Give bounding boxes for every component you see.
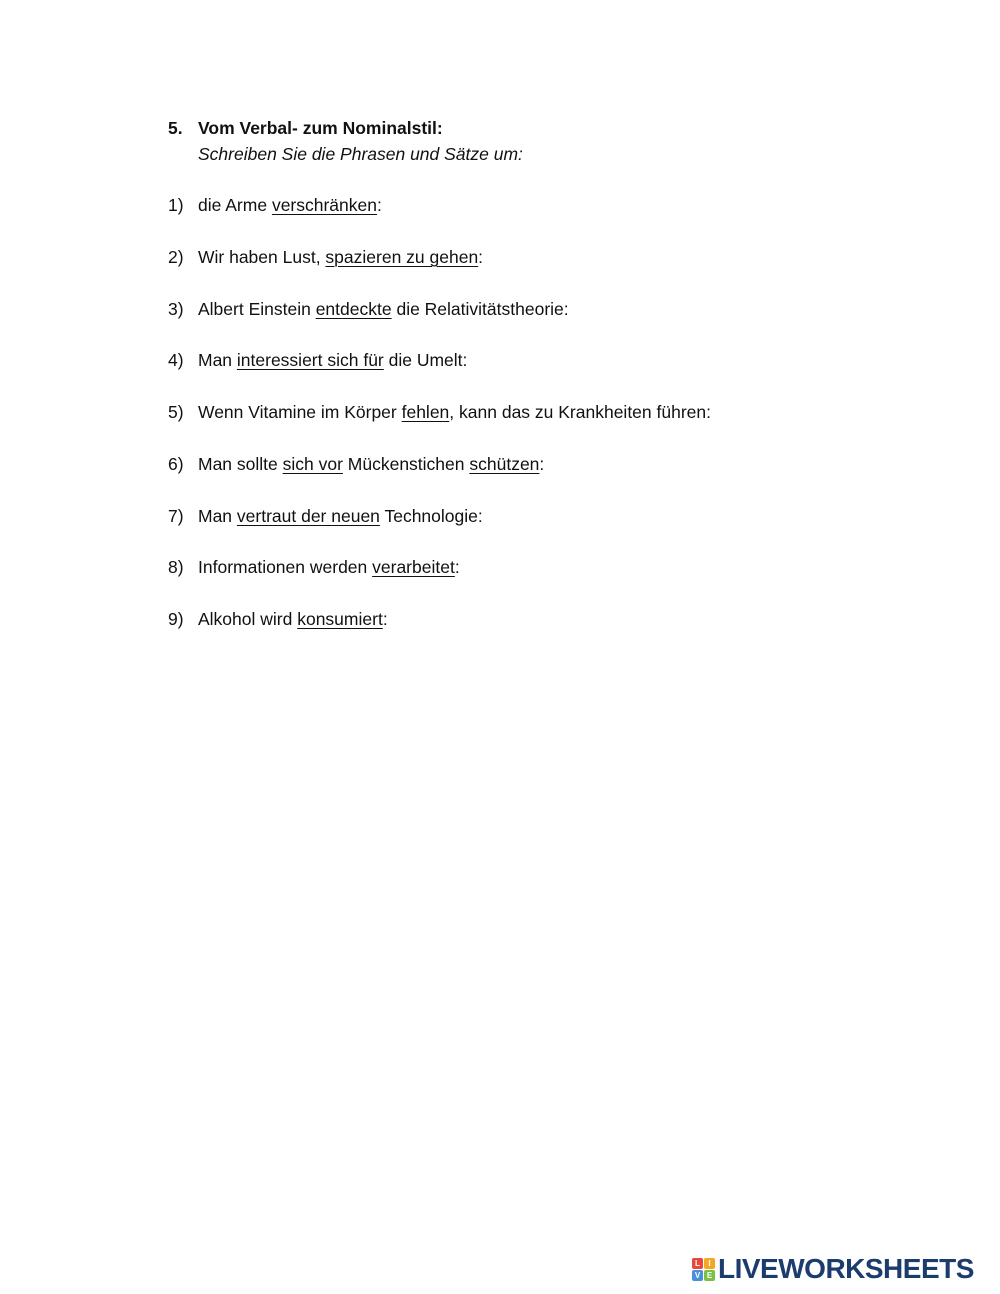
item-number: 4) [168, 350, 184, 370]
item-text-segment: Albert Einstein [198, 299, 316, 319]
item-text [198, 401, 711, 423]
item-text-segment: die Umelt: [383, 350, 468, 370]
item-text-segment: : [382, 609, 388, 629]
item-text-segment: Informationen werden [198, 557, 373, 577]
liveworksheets-logo-icon [692, 1258, 715, 1281]
item-text-segment: Man [198, 350, 237, 370]
logo-tile: E [704, 1270, 715, 1281]
item-number: 2) [168, 247, 184, 267]
item-number: 5) [168, 402, 184, 422]
underlined-phrase: konsumiert [297, 609, 383, 629]
exercise-title: Vom Verbal- zum Nominalstil: [198, 118, 443, 138]
exercise-number: 5. [168, 118, 183, 138]
item-text [198, 556, 460, 578]
item-number: 1) [168, 195, 184, 215]
item-text [198, 298, 569, 320]
logo-tile: L [692, 1258, 703, 1269]
underlined-phrase: verarbeitet [372, 557, 455, 577]
item-text-segment: : [454, 557, 460, 577]
logo-tile: I [704, 1258, 715, 1269]
underlined-phrase: interessiert sich für [236, 350, 384, 370]
item-text [198, 505, 483, 527]
item-text [198, 194, 382, 216]
item-text-segment: die Relativitätstheorie: [391, 299, 569, 319]
underlined-phrase: verschränken [271, 195, 377, 215]
underlined-phrase: entdeckte [315, 299, 392, 319]
logo-tile: V [692, 1270, 703, 1281]
underlined-phrase: vertraut der neuen [236, 506, 380, 526]
item-number: 6) [168, 454, 184, 474]
item-text [198, 453, 544, 475]
item-text-segment: Man [198, 506, 237, 526]
item-number: 8) [168, 557, 184, 577]
item-text [198, 349, 467, 371]
item-text-segment: Technologie: [379, 506, 483, 526]
item-text [198, 246, 483, 268]
item-text-segment: Alkohol wird [198, 609, 298, 629]
item-text [198, 608, 388, 630]
item-text-segment: Wenn Vitamine im Körper [198, 402, 402, 422]
item-text-segment: Man sollte [198, 454, 283, 474]
item-text-segment: Wir haben Lust, [198, 247, 326, 267]
item-text-segment: die Arme [198, 195, 272, 215]
underlined-phrase: fehlen [401, 402, 450, 422]
item-text-segment: , kann das zu Krankheiten führen: [449, 402, 711, 422]
item-text-segment: : [478, 247, 484, 267]
underlined-phrase: sich vor [282, 454, 343, 474]
item-number: 3) [168, 299, 184, 319]
item-text-segment: : [539, 454, 545, 474]
liveworksheets-logo [692, 1255, 974, 1283]
item-text-segment: : [377, 195, 382, 215]
item-number: 9) [168, 609, 184, 629]
underlined-phrase: schützen [469, 454, 540, 474]
item-number: 7) [168, 506, 184, 526]
item-text-segment: Mückenstichen [342, 454, 470, 474]
underlined-phrase: spazieren zu gehen [325, 247, 479, 267]
exercise-instruction: Schreiben Sie die Phrasen und Sätze um: [198, 144, 523, 164]
liveworksheets-logo-text: LIVEWORKSHEETS [718, 1253, 974, 1284]
